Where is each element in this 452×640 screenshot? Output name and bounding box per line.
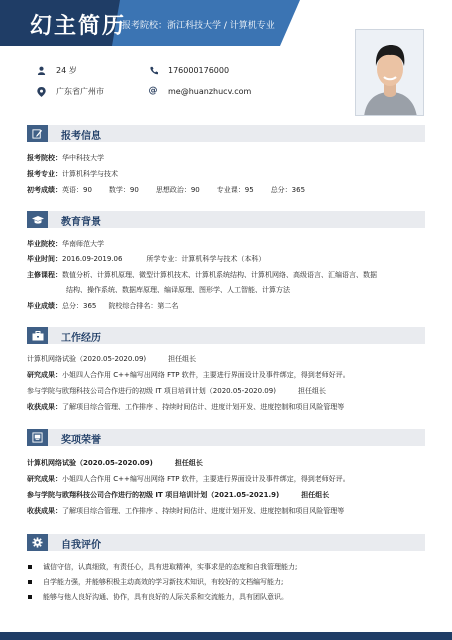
gear-icon (27, 534, 48, 551)
edit-icon (27, 125, 48, 142)
awards-item2-label: 收获成果： (27, 507, 62, 515)
self-bullet-1 (28, 565, 32, 569)
work-item2-role: 担任组长 (297, 387, 326, 395)
exam-school-value: 华中科技大学 (62, 154, 104, 162)
self-bullet-3 (28, 595, 32, 599)
work-item1-desc: 小姐四人合作用 C++编写出网络 FTP 软件，主要进行界面设计及事件绑定，得到老师好评。 (62, 371, 350, 379)
section-education-header (27, 211, 425, 228)
contact-location (36, 86, 104, 97)
awards-item1-title-line (27, 458, 203, 468)
contact-phone (148, 65, 229, 75)
self-item-3: 能够与他人良好沟通、协作，具有良好的人际关系和交流能力，具有团队意识。 (43, 593, 288, 601)
awards-item1-desc-line (27, 474, 350, 484)
edu-school-line (27, 239, 104, 249)
exam-major-value: 计算机科学与技术 (62, 170, 118, 178)
edu-time-line (27, 254, 265, 264)
exam-score-total: 总分：365 (270, 186, 306, 194)
exam-score-line (27, 185, 305, 195)
exam-major-line (27, 169, 118, 179)
contact-age (36, 65, 77, 76)
exam-score-politics: 思想政治：90 (155, 186, 200, 194)
exam-school-label: 报考院校： (27, 154, 62, 162)
work-item2-desc: 了解项目综合管理、工作排序 、持续时间估计、进度计划开发、进度控制和项目风险管理等 (62, 403, 345, 411)
work-item2-label: 收获成果： (27, 403, 62, 411)
edu-time-value: 2016.09-2019.06 (62, 255, 123, 263)
resume-name: 幻主简历 (30, 14, 127, 39)
section-self-title: 自我评价 (61, 540, 101, 551)
self-bullet-2 (28, 580, 32, 584)
certificate-icon (27, 429, 48, 446)
contact-email (148, 86, 251, 96)
profile-photo (355, 29, 424, 116)
work-item2-title-line (27, 386, 326, 396)
exam-school-line (27, 153, 104, 163)
edu-rank-value: 院校综合排名：第二名 (108, 302, 179, 310)
section-work-title: 工作经历 (61, 333, 101, 344)
person-icon (36, 66, 46, 76)
edu-time-label: 毕业时间： (27, 255, 62, 263)
exam-major-label: 报考专业： (27, 170, 62, 178)
awards-item1-role: 担任组长 (174, 459, 203, 467)
phone-icon (148, 65, 158, 75)
phone-text[interactable]: 176000176000 (168, 65, 230, 75)
work-item1-label: 研究成果： (27, 371, 62, 379)
work-item1-title-line (27, 354, 196, 364)
work-item1-desc-line (27, 370, 350, 380)
edu-courses-text-1: 数值分析、计算机原理、微型计算机技术、计算机系统结构、计算机网络、高级语言、汇编语言、数据 (62, 271, 377, 279)
exam-score-english: 英语：90 (62, 186, 92, 194)
edu-courses-line (27, 270, 377, 280)
section-exam-title: 报考信息 (61, 131, 101, 142)
section-awards-title: 奖项荣誉 (61, 435, 101, 446)
exam-score-major: 专业课：95 (216, 186, 254, 194)
awards-item1-label: 研究成果： (27, 475, 62, 483)
work-item1-title: 计算机网络试验（2020.05-2020.09) (27, 355, 147, 363)
section-awards-header (27, 429, 425, 446)
briefcase-icon (27, 327, 48, 344)
work-item1-role: 担任组长 (168, 355, 197, 363)
self-item-2: 自学能力强，并能够积极主动高效的学习新技术知识，有较好的文档编写能力; (43, 578, 284, 586)
section-education-title: 教育背景 (61, 217, 101, 228)
self-item-1: 诚信守信，认真细致，有责任心，具有进取精神，实事求是的态度和自我管理能力; (43, 563, 298, 571)
header-subtitle: 报考院校：浙江科技大学 / 计算机专业 (122, 21, 275, 31)
section-self-header (27, 534, 425, 551)
work-item2-desc-line (27, 402, 344, 412)
work-item2-title: 参与学院与欧翔科技公司合作进行的初级 IT 项目培训计划（2020.05-2020.09) (27, 387, 276, 395)
awards-item2-title-line (27, 490, 329, 500)
edu-school-label: 毕业院校： (27, 240, 62, 248)
graduation-cap-icon (27, 211, 48, 228)
awards-item2-role: 担任组长 (301, 491, 330, 499)
section-exam-header (27, 125, 425, 142)
age-text: 24 岁 (56, 66, 77, 75)
edu-courses-text-2: 结构、操作系统、数据库原理、编译原理、图形学、人工智能、计算方法 (66, 286, 290, 294)
edu-grade-label: 毕业成绩： (27, 302, 62, 310)
location-pin-icon (36, 87, 46, 97)
edu-courses-line-2 (66, 285, 290, 295)
awards-item2-desc-line (27, 506, 344, 516)
awards-item1-desc: 小姐四人合作用 C++编写出网络 FTP 软件，主要进行界面设计及事件绑定，得到老师好评。 (62, 475, 350, 483)
edu-major-value: 所学专业：计算机科学与技术（本科） (146, 255, 266, 263)
email-text[interactable]: me@huanzhucv.com (168, 86, 252, 96)
at-sign-icon: @ (148, 86, 158, 96)
footer-bar (0, 632, 452, 640)
awards-item1-title: 计算机网络试验（2020.05-2020.09) (27, 459, 153, 467)
awards-item2-desc: 了解项目综合管理、工作排序 、持续时间估计、进度计划开发、进度控制和项目风险管理等 (62, 507, 345, 515)
awards-item2-title: 参与学院与欧翔科技公司合作进行的初级 IT 项目培训计划（2021.05-2021.9) (27, 491, 280, 499)
edu-grade-value: 总分：365 (62, 302, 97, 310)
exam-score-label: 初考成绩： (27, 186, 62, 194)
section-work-header (27, 327, 425, 344)
edu-grade-line (27, 301, 178, 311)
location-text: 广东省广州市 (56, 87, 104, 96)
exam-score-math: 数学：90 (108, 186, 139, 194)
edu-school-value: 华南师范大学 (62, 240, 104, 248)
edu-courses-label: 主修课程： (27, 271, 62, 279)
